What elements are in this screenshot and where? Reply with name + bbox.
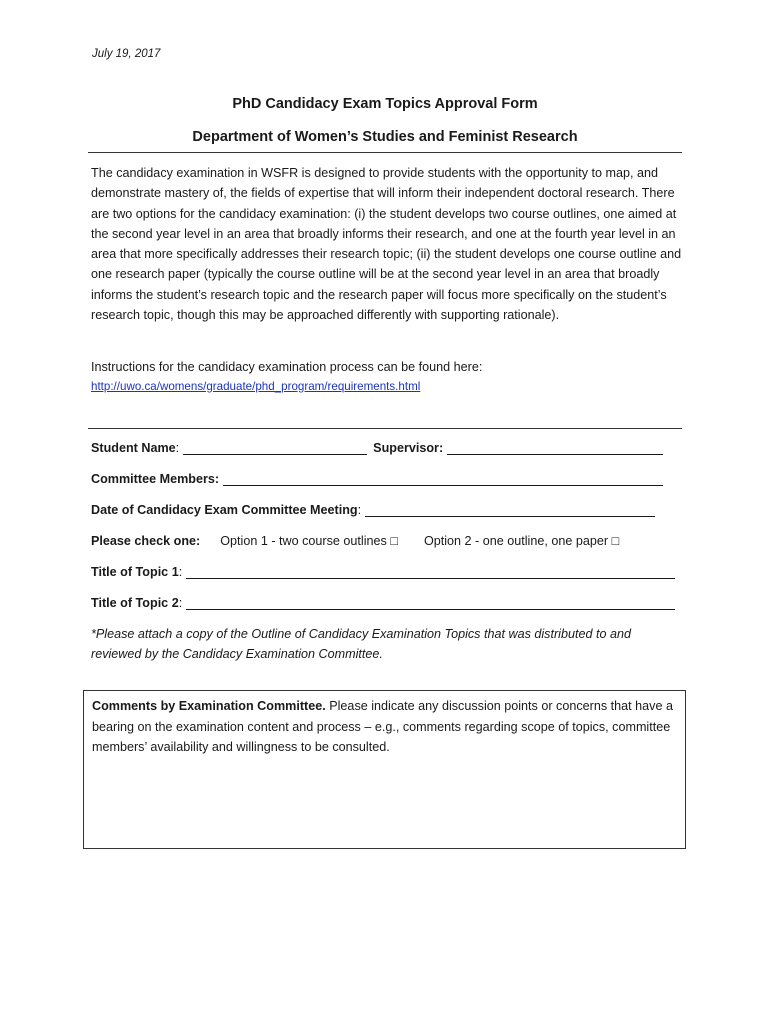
instructions-block <box>91 358 681 396</box>
intro-paragraph: The candidacy examination in WSFR is designed to provide students with the opportunity to map, and demonstrate mastery of, the fields of expertise that will inform their independent doctoral research. There are two options for the candidacy examination: (i) the student develops two course outlines, one aimed at the second year level in an area that broadly informs their research, and one at the fourth year level in an area that more specifically addresses their research topic; (ii) the student develops one course outline and one research paper (typically the course outline will be at the second year level in an area that broadly informs the student’s research topic and the research paper will focus more specifically on the student’s research topic, though this may be approached differently with supporting rationale). <box>91 166 682 323</box>
comments-text <box>92 696 677 758</box>
check-one-label: Please check one <box>91 534 197 548</box>
option-2[interactable] <box>424 534 619 548</box>
attachment-note: *Please attach a copy of the Outline of Candidacy Examination Topics that was distributed to and reviewed by the Candidacy Examination Committee. <box>91 627 631 661</box>
student-name-label: Student Name <box>91 441 176 455</box>
form-divider <box>88 428 682 429</box>
requirements-link[interactable]: http://uwo.ca/womens/graduate/phd_program/requirements.html <box>91 380 421 393</box>
option-2-label: Option 2 - one outline, one paper <box>423 534 609 548</box>
topic-1-row: Title of Topic 1 : <box>91 565 675 579</box>
comments-box[interactable] <box>83 690 686 849</box>
meeting-date-label: Date of Candidacy Exam Committee Meeting <box>91 503 358 517</box>
option-row: Please check one : Option 1 - two course outlines □ Option 2 - one outline, one paper □ <box>91 534 620 548</box>
option-2-checkbox[interactable]: □ <box>611 534 620 548</box>
option-1-checkbox[interactable]: □ <box>390 534 398 548</box>
topic-1-label: Title of Topic 1 <box>91 565 179 579</box>
committee-field[interactable] <box>223 473 663 486</box>
department-heading: Department of Women’s Studies and Feminist Research <box>192 129 578 145</box>
comments-label: Comments by Examination Committee. <box>92 699 326 713</box>
form-title: PhD Candidacy Exam Topics Approval Form <box>232 96 538 112</box>
student-name-field[interactable] <box>183 442 367 455</box>
option-1-label: Option 1 - two course outlines <box>220 534 387 548</box>
committee-label: Committee Members: <box>91 472 220 486</box>
header-divider <box>88 152 682 153</box>
topic-2-label: Title of Topic 2 <box>91 596 179 610</box>
topic-1-field[interactable] <box>186 566 675 579</box>
topic-2-row: Title of Topic 2 : <box>91 596 675 610</box>
supervisor-label: Supervisor: <box>373 441 444 455</box>
meeting-date-row: Date of Candidacy Exam Committee Meeting : <box>91 503 655 517</box>
option-1[interactable] <box>220 534 398 548</box>
committee-row <box>91 472 663 486</box>
student-name-row: Student Name : Supervisor: <box>91 441 663 455</box>
topic-2-field[interactable] <box>186 597 675 610</box>
comments-instructions: Please indicate any discussion points or concerns that have a bearing on the examination content and process – e.g., comments regarding scope of topics, committee members’ availability and willingness to be consulted. <box>92 699 673 754</box>
meeting-date-field[interactable] <box>365 504 655 517</box>
instructions-text: Instructions for the candidacy examination process can be found here: <box>91 360 483 374</box>
supervisor-field[interactable] <box>447 442 663 455</box>
document-date: July 19, 2017 <box>92 48 161 60</box>
